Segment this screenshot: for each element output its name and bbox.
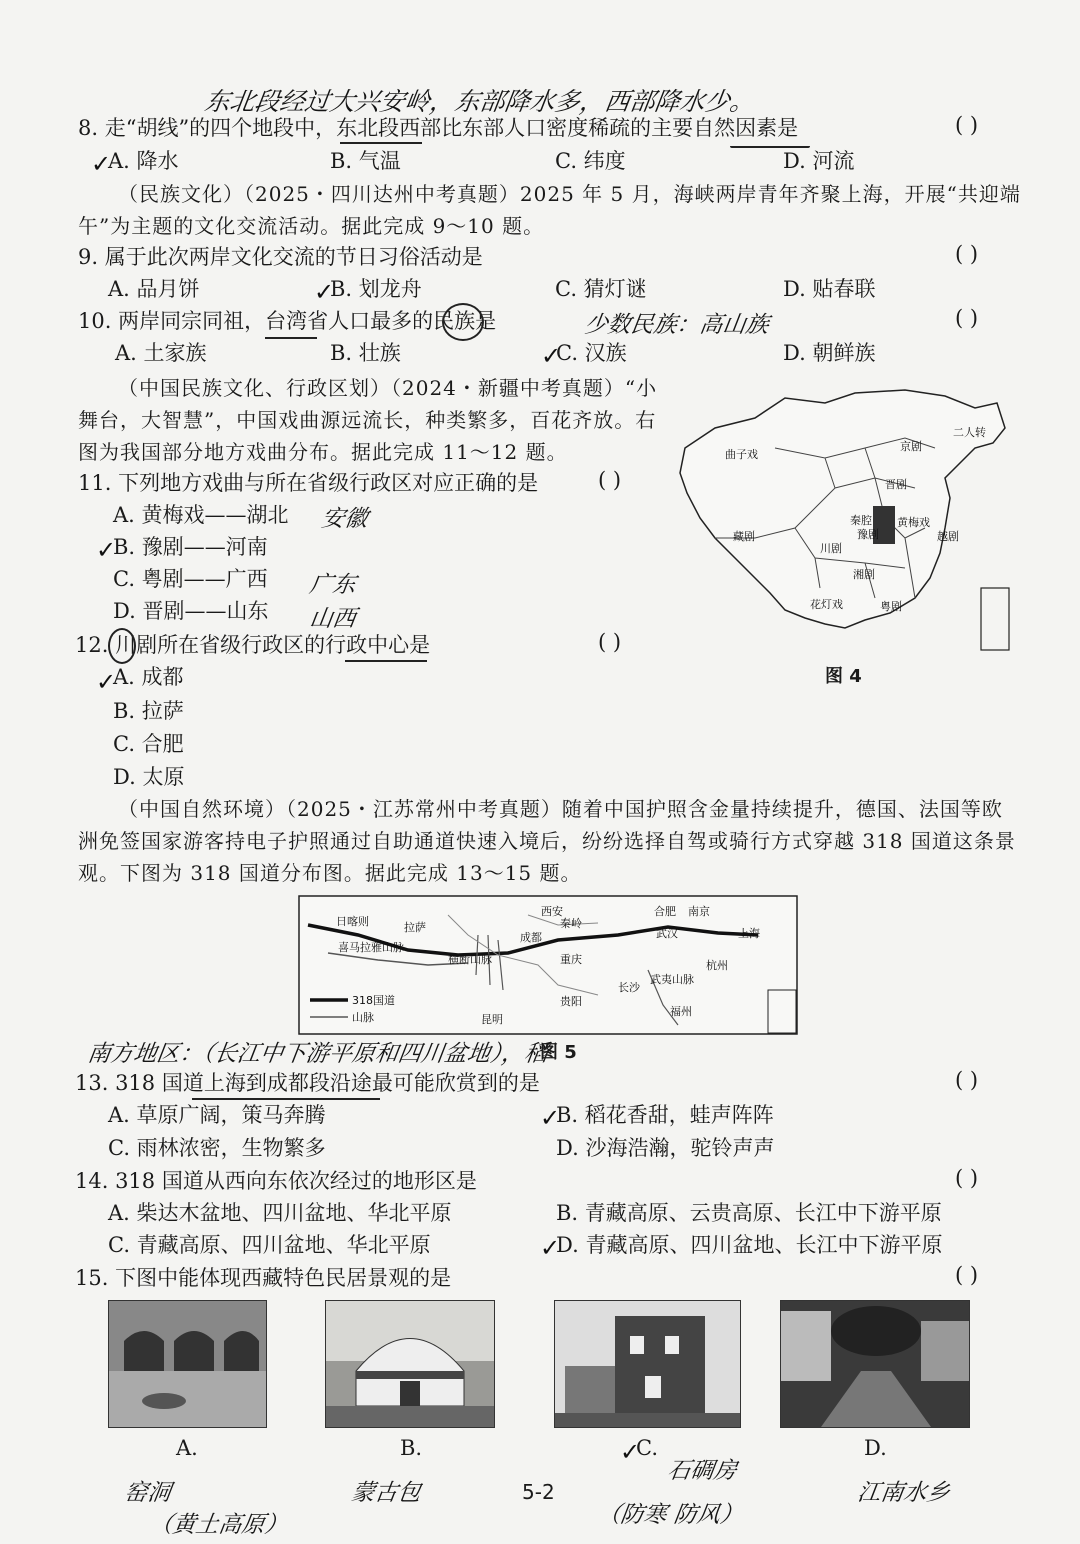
photo-b-yurt — [325, 1300, 495, 1428]
map-city-kunming: 昆明 — [481, 1013, 503, 1026]
question-15-stem: 15. 下图中能体现西藏特色民居景观的是 — [75, 1266, 452, 1290]
map-label-quzixi: 曲子戏 — [725, 448, 758, 461]
q11-option-c: C. 粤剧——广西 — [113, 567, 268, 591]
intro-11-12: （中国民族文化、行政区划）（2024・新疆中考真题）“小舞台，大智慧”，中国戏曲源远流长，种类繁多，百花齐放。右图为我国部分地方戏曲分布。据此完成 11～12 题。 — [78, 376, 658, 464]
figure-5-caption: 图 5 — [540, 1042, 577, 1063]
photo-label-d: D. — [864, 1436, 887, 1460]
map-label-yueju-zhejiang: 越剧 — [937, 530, 959, 543]
map-label-zangju: 藏剧 — [733, 530, 755, 543]
q10-option-b: B. 壮族 — [330, 341, 401, 365]
q11-option-a: A. 黄梅戏——湖北 — [113, 503, 289, 527]
checkmark-icon: ✓ — [314, 278, 335, 306]
checkmark-icon: ✓ — [96, 668, 117, 696]
map-city-hefei: 合肥 — [654, 905, 676, 918]
q8-option-a: A. 降水 — [108, 149, 179, 173]
photo-c-tibetan-stone-house — [554, 1300, 741, 1428]
answer-paren: ( ) — [598, 630, 622, 654]
map-label-yueju-guangdong: 粤剧 — [880, 600, 902, 613]
q9-option-d: D. 贴春联 — [783, 277, 876, 301]
q13-option-d: D. 沙海浩瀚，驼铃声声 — [556, 1136, 775, 1160]
intro-13-15: （中国自然环境）（2025・江苏常州中考真题）随着中国护照含金量持续提升，德国、法国等欧洲免签国家游客持电子护照通过自助通道快速入境后，纷纷选择自驾或骑行方式穿越 318 国道这条景观。下图为 318 国道分布图。据此完成 13～15 题。 — [78, 797, 1016, 885]
answer-paren: ( ) — [955, 1263, 979, 1287]
map-label-qinqiang: 秦腔 — [850, 514, 872, 527]
map-city-wuhan: 武汉 — [656, 927, 678, 940]
map-label-xiangju: 湘剧 — [853, 568, 875, 581]
q11-option-b: B. 豫剧——河南 — [113, 535, 268, 559]
q11-option-d: D. 晋剧——山东 — [113, 599, 269, 623]
handwritten-note-q10: 少数民族：高山族 — [582, 312, 771, 338]
q12-option-d: D. 太原 — [113, 765, 185, 789]
question-13-stem: 13. 318 国道上海到成都段沿途最可能欣赏到的是 — [75, 1071, 540, 1095]
q12-option-b: B. 拉萨 — [113, 699, 184, 723]
page-number: 5-2 — [522, 1480, 555, 1504]
checkmark-icon: ✓ — [541, 342, 562, 370]
figure-5-route-318-map — [298, 895, 798, 1035]
question-14-stem: 14. 318 国道从西向东依次经过的地形区是 — [75, 1169, 477, 1193]
circle-mark — [442, 303, 484, 341]
figure-4-caption: 图 4 — [825, 666, 862, 687]
map-mountain-himalaya: 喜马拉雅山脉 — [338, 941, 404, 954]
photo-d-water-town — [780, 1300, 970, 1428]
map-label-errenzhuan: 二人转 — [953, 426, 986, 439]
map-mountain-wuyi: 武夷山脉 — [650, 973, 694, 986]
q10-option-c: C. 汉族 — [556, 341, 627, 365]
q14-option-a: A. 柴达木盆地、四川盆地、华北平原 — [108, 1201, 452, 1225]
photo-a-cave-dwelling — [108, 1300, 267, 1428]
map-city-xian: 西安 — [541, 905, 563, 918]
q12-option-c: C. 合肥 — [113, 732, 184, 756]
q14-option-d: D. 青藏高原、四川盆地、长江中下游平原 — [556, 1233, 943, 1257]
map-city-chongqing: 重庆 — [560, 953, 582, 966]
map-city-nanjing: 南京 — [688, 905, 710, 918]
q14-option-b: B. 青藏高原、云贵高原、长江中下游平原 — [556, 1201, 942, 1225]
q10-option-d: D. 朝鲜族 — [783, 341, 876, 365]
question-9-stem: 9. 属于此次两岸文化交流的节日习俗活动是 — [78, 245, 483, 269]
map-city-qinling: 秦岭 — [560, 917, 582, 930]
handwritten-note-c-1: 石碉房 — [665, 1458, 739, 1484]
checkmark-icon: ✓ — [91, 150, 112, 178]
figure-4-china-opera-map — [675, 388, 1010, 656]
answer-paren: ( ) — [955, 1068, 979, 1092]
question-11-stem: 11. 下列地方戏曲与所在省级行政区对应正确的是 — [78, 471, 539, 495]
circle-mark — [108, 628, 136, 664]
handwritten-note-a-2: （黄土高原） — [147, 1512, 290, 1538]
checkmark-icon: ✓ — [620, 1438, 641, 1466]
answer-paren: ( ) — [955, 113, 979, 137]
handwritten-note-fig5: 南方地区：（长江中下游平原和四川盆地），稻 — [85, 1041, 550, 1067]
answer-paren: ( ) — [955, 242, 979, 266]
map-city-lasa: 拉萨 — [404, 921, 426, 934]
handwritten-note-q11-c: 广东 — [307, 572, 358, 598]
q14-option-c: C. 青藏高原、四川盆地、华北平原 — [108, 1233, 431, 1257]
q8-option-c: C. 纬度 — [555, 149, 626, 173]
handwritten-note-a-1: 窑洞 — [122, 1480, 173, 1506]
question-8-stem: 8. 走“胡线”的四个地段中，东北段西部比东部人口密度稀疏的主要自然因素是 — [78, 116, 799, 140]
underline — [345, 660, 427, 662]
q8-option-b: B. 气温 — [330, 149, 401, 173]
q13-option-a: A. 草原广阔，策马奔腾 — [108, 1103, 326, 1127]
handwritten-note-q11-a: 安徽 — [319, 506, 370, 532]
map-city-fuzhou: 福州 — [670, 1005, 692, 1018]
checkmark-icon: ✓ — [540, 1234, 561, 1262]
q9-option-a: A. 品月饼 — [108, 277, 200, 301]
handwritten-note-top: 东北段经过大兴安岭，东部降水多，西部降水少。 — [202, 87, 757, 116]
q13-option-c: C. 雨林浓密，生物繁多 — [108, 1136, 326, 1160]
map-city-changsha: 长沙 — [618, 981, 640, 994]
checkmark-icon: ✓ — [96, 536, 117, 564]
q9-option-b: B. 划龙舟 — [330, 277, 422, 301]
q10-option-a: A. 土家族 — [115, 341, 207, 365]
question-12-stem: 12. 川剧所在省级行政区的行政中心是 — [75, 633, 431, 657]
map-city-chengdu: 成都 — [520, 931, 542, 944]
handwritten-note-d: 江南水乡 — [855, 1480, 952, 1506]
underline — [265, 337, 317, 339]
legend-route-318: 318国道 — [352, 994, 395, 1007]
answer-paren: ( ) — [598, 468, 622, 492]
photo-label-c: C. — [636, 1436, 658, 1460]
map-city-hangzhou: 杭州 — [706, 959, 728, 972]
answer-paren: ( ) — [955, 306, 979, 330]
map-city-guiyang: 贵阳 — [560, 995, 582, 1008]
photo-label-b: B. — [400, 1436, 423, 1460]
map-label-jinju: 晋剧 — [885, 478, 907, 491]
map-mountain-hengduan: 横断山脉 — [448, 953, 492, 966]
handwritten-note-c-2: （防寒 防风） — [595, 1502, 745, 1528]
question-10-stem: 10. 两岸同宗同祖，台湾省人口最多的民族是 — [78, 309, 497, 333]
legend-mountain: 山脉 — [352, 1011, 374, 1024]
map-city-shanghai: 上海 — [738, 927, 760, 940]
checkmark-icon: ✓ — [540, 1104, 561, 1132]
photo-label-a: A. — [176, 1436, 198, 1460]
map-label-jingju: 京剧 — [900, 440, 922, 453]
map-label-huangmeixi: 黄梅戏 — [897, 516, 930, 529]
underline — [340, 142, 422, 144]
intro-9-10: （民族文化）（2025・四川达州中考真题）2025 年 5 月，海峡两岸青年齐聚上海，开展“共迎端午”为主题的文化交流活动。据此完成 9～10 题。 — [78, 182, 1021, 238]
map-label-yuju: 豫剧 — [857, 528, 879, 541]
answer-paren: ( ) — [955, 1166, 979, 1190]
q12-option-a: A. 成都 — [113, 665, 184, 689]
q9-option-c: C. 猜灯谜 — [555, 277, 647, 301]
handwritten-note-b: 蒙古包 — [349, 1480, 423, 1506]
q8-option-d: D. 河流 — [783, 149, 855, 173]
map-city-rikaze: 日喀则 — [336, 915, 369, 928]
handwritten-note-q11-d: 山西 — [307, 606, 358, 632]
map-label-huadengxi: 花灯戏 — [810, 598, 843, 611]
q13-option-b: B. 稻花香甜，蛙声阵阵 — [556, 1103, 774, 1127]
map-label-chuanju: 川剧 — [820, 542, 842, 555]
